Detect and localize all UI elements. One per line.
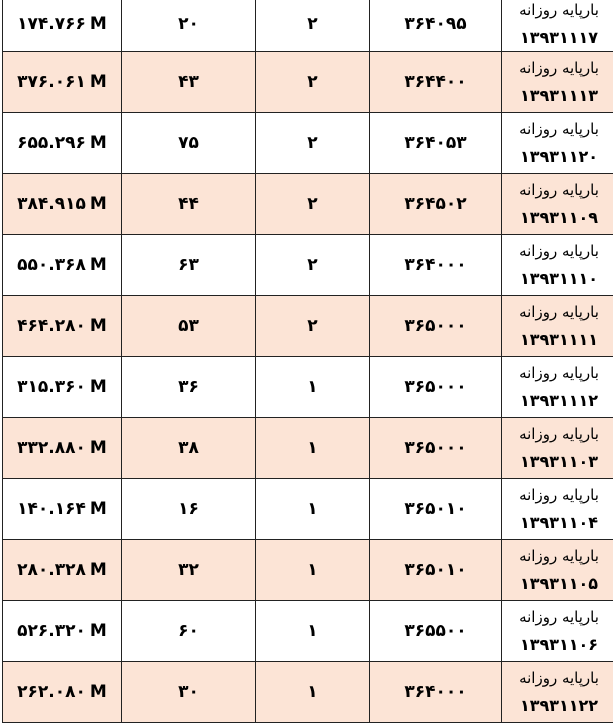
value-cell — [3, 52, 122, 113]
value-unit: M — [90, 255, 107, 275]
table-row — [3, 357, 613, 418]
contract-name: بارپایه روزانه — [502, 482, 613, 509]
table-row — [3, 0, 613, 52]
contract-code: ۱۳۹۳۱۱۱۰ — [502, 265, 613, 292]
count-cell: ۵۳ — [122, 296, 256, 357]
value-amount: ۳۸۴.۹۱۵ — [17, 194, 86, 214]
type-cell: ۲ — [256, 296, 370, 357]
contract-code: ۱۳۹۳۱۱۰۴ — [502, 509, 613, 536]
value-amount: ۳۷۶.۰۶۱ — [17, 72, 86, 92]
type-cell: ۲ — [256, 235, 370, 296]
table-row — [3, 418, 613, 479]
value-unit: M — [90, 560, 107, 580]
contract-name: بارپایه روزانه — [502, 421, 613, 448]
value-unit: M — [90, 621, 107, 641]
price-cell: ۳۶۴۴۰۰ — [370, 52, 502, 113]
contract-name: بارپایه روزانه — [502, 665, 613, 692]
value-amount: ۱۴۰.۱۶۴ — [17, 499, 86, 519]
value-unit: M — [90, 438, 107, 458]
count-cell: ۷۵ — [122, 113, 256, 174]
contract-name: بارپایه روزانه — [502, 238, 613, 265]
value-cell — [3, 662, 122, 723]
type-cell: ۱ — [256, 357, 370, 418]
contract-code: ۱۳۹۳۱۱۰۶ — [502, 631, 613, 658]
contract-name: بارپایه روزانه — [502, 604, 613, 631]
type-cell: ۱ — [256, 601, 370, 662]
contract-name: بارپایه روزانه — [502, 177, 613, 204]
type-cell: ۲ — [256, 174, 370, 235]
price-cell: ۳۶۴۰۹۵ — [370, 0, 502, 52]
contract-code: ۱۳۹۳۱۱۰۹ — [502, 204, 613, 231]
count-cell: ۴۴ — [122, 174, 256, 235]
contract-cell — [502, 601, 613, 662]
value-amount: ۲۶۲.۰۸۰ — [17, 682, 86, 702]
value-amount: ۵۵۰.۳۶۸ — [17, 255, 86, 275]
value-cell — [3, 296, 122, 357]
value-unit: M — [90, 194, 107, 214]
contract-name: بارپایه روزانه — [502, 543, 613, 570]
table-row — [3, 662, 613, 723]
value-amount: ۳۳۲.۸۸۰ — [17, 438, 86, 458]
contract-code: ۱۳۹۳۱۱۱۳ — [502, 82, 613, 109]
value-cell — [3, 113, 122, 174]
contract-name: بارپایه روزانه — [502, 55, 613, 82]
contract-cell — [502, 296, 613, 357]
contract-cell — [502, 0, 613, 52]
type-cell: ۲ — [256, 52, 370, 113]
contract-code: ۱۳۹۳۱۱۲۰ — [502, 143, 613, 170]
count-cell: ۳۰ — [122, 662, 256, 723]
type-cell: ۱ — [256, 479, 370, 540]
value-unit: M — [90, 14, 107, 34]
value-unit: M — [90, 72, 107, 92]
contract-name: بارپایه روزانه — [502, 116, 613, 143]
price-cell: ۳۶۴۰۵۳ — [370, 113, 502, 174]
price-cell: ۳۶۵۰۱۰ — [370, 479, 502, 540]
table-row — [3, 601, 613, 662]
contract-code: ۱۳۹۳۱۱۲۲ — [502, 692, 613, 719]
price-cell: ۳۶۴۰۰۰ — [370, 235, 502, 296]
table-row — [3, 479, 613, 540]
type-cell: ۱ — [256, 540, 370, 601]
contract-code: ۱۳۹۳۱۱۱۷ — [502, 24, 613, 51]
type-cell: ۲ — [256, 0, 370, 52]
contract-cell — [502, 479, 613, 540]
trades-table — [2, 0, 613, 723]
count-cell: ۲۰ — [122, 0, 256, 52]
count-cell: ۶۳ — [122, 235, 256, 296]
contract-code: ۱۳۹۳۱۱۱۱ — [502, 326, 613, 353]
value-cell — [3, 235, 122, 296]
contract-name: بارپایه روزانه — [502, 360, 613, 387]
value-amount: ۴۶۴.۲۸۰ — [17, 316, 86, 336]
type-cell: ۲ — [256, 113, 370, 174]
value-unit: M — [90, 316, 107, 336]
count-cell: ۴۳ — [122, 52, 256, 113]
count-cell: ۳۲ — [122, 540, 256, 601]
count-cell: ۳۸ — [122, 418, 256, 479]
value-cell — [3, 0, 122, 52]
count-cell: ۱۶ — [122, 479, 256, 540]
value-cell — [3, 540, 122, 601]
price-cell: ۳۶۵۵۰۰ — [370, 601, 502, 662]
table-row — [3, 52, 613, 113]
price-cell: ۳۶۴۵۰۲ — [370, 174, 502, 235]
value-cell — [3, 601, 122, 662]
value-unit: M — [90, 499, 107, 519]
value-unit: M — [90, 682, 107, 702]
contract-cell — [502, 52, 613, 113]
price-cell: ۳۶۵۰۱۰ — [370, 540, 502, 601]
table-row — [3, 540, 613, 601]
contract-cell — [502, 662, 613, 723]
contract-name: بارپایه روزانه — [502, 299, 613, 326]
value-unit: M — [90, 377, 107, 397]
price-cell: ۳۶۵۰۰۰ — [370, 296, 502, 357]
value-unit: M — [90, 133, 107, 153]
value-amount: ۵۲۶.۳۲۰ — [17, 621, 86, 641]
contract-cell — [502, 418, 613, 479]
value-cell — [3, 418, 122, 479]
contract-code: ۱۳۹۳۱۱۰۵ — [502, 570, 613, 597]
value-amount: ۳۱۵.۳۶۰ — [17, 377, 86, 397]
price-cell: ۳۶۵۰۰۰ — [370, 418, 502, 479]
value-amount: ۶۵۵.۲۹۶ — [17, 133, 86, 153]
table-row — [3, 235, 613, 296]
contract-cell — [502, 174, 613, 235]
value-amount: ۲۸۰.۳۲۸ — [17, 560, 86, 580]
value-cell — [3, 357, 122, 418]
contract-cell — [502, 357, 613, 418]
table-row — [3, 296, 613, 357]
price-cell: ۳۶۵۰۰۰ — [370, 357, 502, 418]
price-cell: ۳۶۴۰۰۰ — [370, 662, 502, 723]
contract-code: ۱۳۹۳۱۱۱۲ — [502, 387, 613, 414]
count-cell: ۶۰ — [122, 601, 256, 662]
value-cell — [3, 479, 122, 540]
type-cell: ۱ — [256, 418, 370, 479]
contract-cell — [502, 113, 613, 174]
contract-code: ۱۳۹۳۱۱۰۳ — [502, 448, 613, 475]
contract-cell — [502, 235, 613, 296]
count-cell: ۳۶ — [122, 357, 256, 418]
contract-cell — [502, 540, 613, 601]
contract-name: بارپایه روزانه — [502, 0, 613, 24]
table-row — [3, 174, 613, 235]
value-amount: ۱۷۴.۷۶۶ — [17, 14, 86, 34]
table-row — [3, 113, 613, 174]
value-cell — [3, 174, 122, 235]
type-cell: ۱ — [256, 662, 370, 723]
